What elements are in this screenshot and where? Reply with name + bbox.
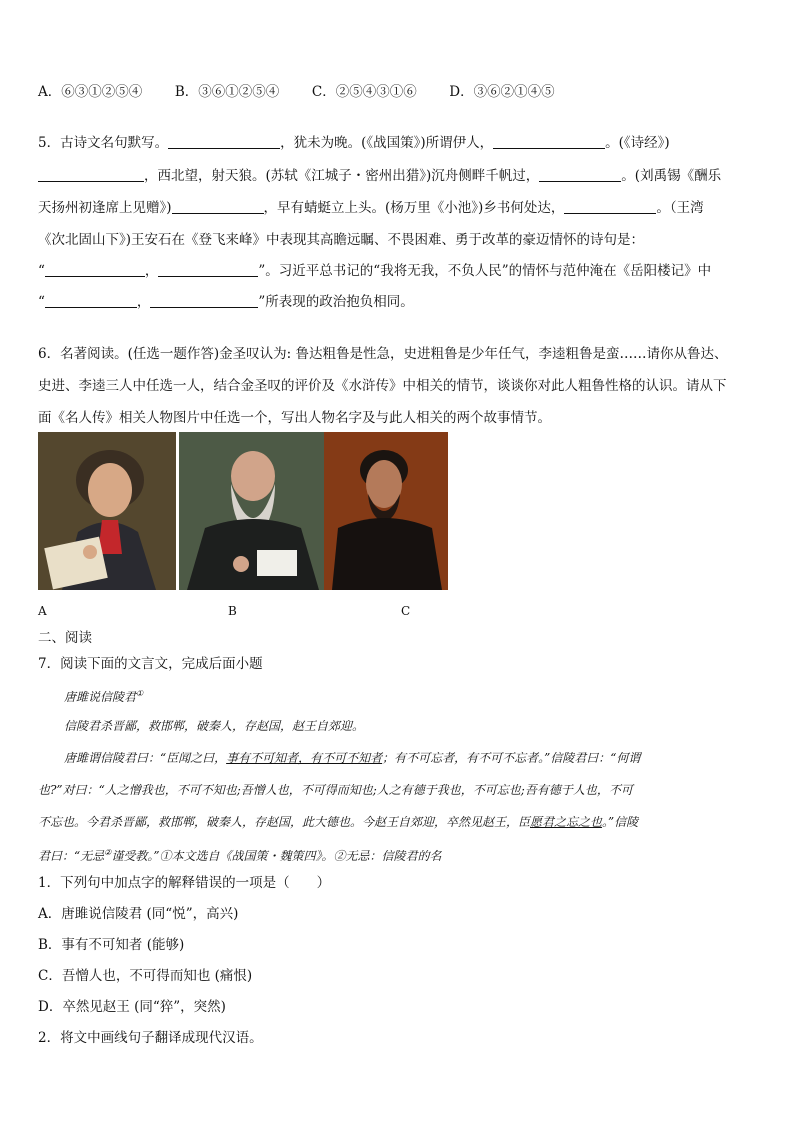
portrait-b bbox=[179, 432, 324, 590]
michelangelo-portrait-icon bbox=[324, 432, 448, 590]
answer-blank[interactable] bbox=[45, 293, 137, 308]
sub-question-1: 1．下列句中加点字的解释错误的一项是（ ） bbox=[38, 875, 331, 891]
option-a: A．⑥③①②⑤④ bbox=[38, 84, 143, 100]
answer-blank[interactable] bbox=[45, 262, 145, 277]
answer-blank[interactable] bbox=[168, 134, 280, 149]
q6-line-1: 6．名著阅读。(任选一题作答)金圣叹认为: 鲁达粗鲁是性急，史进粗鲁是少年任气，李逵粗鲁是蛮……请你从鲁达、 bbox=[38, 346, 728, 362]
answer-blank[interactable] bbox=[564, 199, 656, 214]
tolstoy-portrait-icon bbox=[179, 432, 324, 590]
caption-b: B bbox=[228, 604, 237, 618]
q5-line-2: ，西北望，射天狼。(苏轼《江城子・密州出猎》)沉舟侧畔千帆过， 。(刘禹锡《酬乐 bbox=[38, 166, 721, 186]
passage-title: 唐雎说信陵君① bbox=[64, 689, 144, 704]
q5-line-3: 天扬州初逢席上见赠》) ，早有蜻蜓立上头。(杨万里《小池》)乡书何处达， 。（王湾 bbox=[38, 200, 704, 216]
q5-line-4: 《次北固山下》)王安石在《登飞来峰》中表现其高瞻远瞩、不畏困难、勇于改革的豪迈情怀的诗句是： bbox=[38, 232, 645, 248]
passage-p3: 也?”对曰：“人之憎我也，不可不知也;吾憎人也，不可得而知也;人之有德于我也，不可忘也;吾有德于人也，不可 bbox=[38, 783, 633, 797]
option-d: D．卒然见赵王 (同“猝”，突然) bbox=[38, 999, 226, 1015]
passage-p1: 信陵君杀晋鄙，救邯郸，破秦人，存赵国，赵王自郊迎。 bbox=[64, 719, 365, 733]
passage-p5: 君曰：“无忌②谨受教。”①本文选自《战国策・魏策四》。②无忌：信陵君的名 bbox=[38, 848, 442, 863]
answer-blank[interactable] bbox=[539, 167, 621, 182]
caption-a: A bbox=[38, 604, 47, 618]
option-a: A．唐雎说信陵君 (同“悦”，高兴) bbox=[38, 906, 239, 922]
q4-options bbox=[38, 82, 555, 102]
sub-question-2: 2．将文中画线句子翻译成现代汉语。 bbox=[38, 1030, 263, 1046]
section-heading: 二、阅读 bbox=[38, 630, 92, 646]
q6-line-3: 面《名人传》相关人物图片中任选一个，写出人物名字及与此人相关的两个故事情节。 bbox=[38, 410, 551, 426]
option-c: C．②⑤④③①⑥ bbox=[311, 84, 417, 100]
passage-p2: 唐雎谓信陵君曰：“臣闻之曰，事有不可知者，有不可不知者；有不可忘者，有不可不忘者。”信陵君曰：“何谓 bbox=[64, 751, 641, 765]
portrait-c bbox=[324, 432, 448, 590]
answer-blank[interactable] bbox=[493, 134, 605, 149]
passage-p4: 不忘也。今君杀晋鄙，救邯郸，破秦人，存赵国，此大德也。今赵王自郊迎，卒然见赵王，臣愿君之忘之也。”信陵 bbox=[38, 815, 639, 829]
q5-line-1: 5．古诗文名句默写。 ，犹未为晚。(《战国策》)所谓伊人， 。(《诗经》) bbox=[38, 135, 670, 151]
q5-line-6: “ ， ”所表现的政治抱负相同。 bbox=[38, 294, 414, 310]
option-b: B．③⑥①②⑤④ bbox=[174, 84, 280, 100]
underlined-sentence-1: 事有不可知者，有不可不知者 bbox=[226, 751, 383, 765]
answer-blank[interactable] bbox=[150, 293, 258, 308]
answer-blank[interactable] bbox=[158, 262, 258, 277]
portrait-a bbox=[38, 432, 176, 590]
option-c: C．吾憎人也，不可得而知也 (痛恨) bbox=[38, 968, 253, 984]
option-b: B．事有不可知者 (能够) bbox=[38, 937, 185, 953]
q5-line-5: “ ， ”。习近平总书记的“我将无我，不负人民”的情怀与范仲淹在《岳阳楼记》中 bbox=[38, 263, 712, 279]
q7-intro: 7．阅读下面的文言文，完成后面小题 bbox=[38, 656, 263, 672]
option-d: D．③⑥②①④⑤ bbox=[449, 84, 555, 100]
caption-c: C bbox=[401, 604, 411, 618]
q6-line-2: 史进、李逵三人中任选一人，结合金圣叹的评价及《水浒传》中相关的情节，谈谈你对此人粗鲁性格的认识。请从下 bbox=[38, 378, 727, 394]
answer-blank[interactable] bbox=[172, 199, 264, 214]
answer-blank[interactable] bbox=[38, 167, 144, 182]
underlined-sentence-2: 愿君之忘之也 bbox=[530, 815, 603, 829]
beethoven-portrait-icon bbox=[38, 432, 176, 590]
